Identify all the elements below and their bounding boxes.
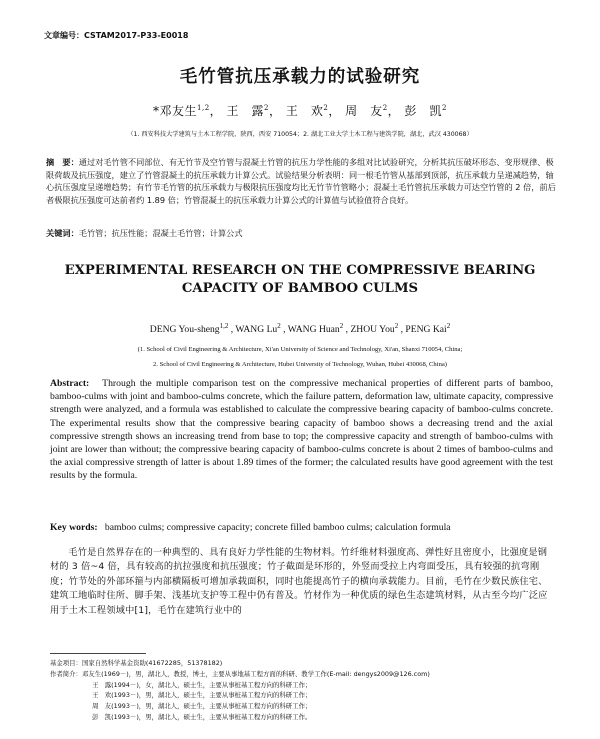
author-sep: ， <box>387 104 401 118</box>
author-sup: 2 <box>323 104 329 112</box>
chinese-affiliation: （1. 西安科技大学建筑与土木工程学院，陕西，西安 710054；2. 湖北工业大学土木工程与建筑学院，湖北，武汉 430068） <box>127 131 473 138</box>
chinese-keywords <box>46 228 558 239</box>
author-name: 王 欢 <box>285 104 324 118</box>
author-sep: , <box>228 324 236 336</box>
english-title-line-1: EXPERIMENTAL RESEARCH ON THE COMPRESSIVE BEARING <box>64 263 536 278</box>
author-name: 彭 凯 <box>404 104 443 118</box>
author-sep: ， <box>209 104 223 118</box>
author-sup: 2 <box>277 322 281 330</box>
author-sep: , <box>280 324 288 336</box>
author-sup: 2 <box>339 322 344 330</box>
chinese-keywords-text: 毛竹管；抗压性能；混凝土毛竹管；计算公式 <box>78 228 243 238</box>
english-affiliation-2: 2. School of Civil Engineering & Architecture, Hubei University of Technology, Wuhan, Hubei 430068, China) <box>153 361 447 368</box>
author-name: 王 露 <box>226 104 265 118</box>
english-affiliation-1: (1. School of Civil Engineering & Architecture, Xi'an University of Science and Technology, Xi'an, Shanxi 710054, China; <box>137 346 463 353</box>
footnotes <box>50 658 553 723</box>
english-authors <box>0 322 600 335</box>
author-sup: 2 <box>264 104 269 112</box>
author-name: ZHOU You <box>350 324 395 336</box>
author-sep: ， <box>269 104 282 118</box>
english-abstract-label: Abstract: <box>50 378 90 389</box>
author-name: WANG Lu <box>235 324 278 336</box>
author-sep: ， <box>328 104 341 118</box>
chinese-abstract-label: 摘 要： <box>46 157 79 167</box>
english-keywords-label: Key words: <box>50 522 98 533</box>
chinese-title: 毛竹管抗压承载力的试验研究 <box>179 67 421 87</box>
author-sup: 2 <box>442 104 447 112</box>
english-title <box>0 262 600 298</box>
chinese-authors <box>0 102 600 119</box>
author-sep: , <box>343 324 351 336</box>
article-number: 文章编号：CSTAM2017-P33-E0018 <box>44 31 189 40</box>
author-sup: 2 <box>394 322 399 330</box>
footnote-author-entry: 周 友(1993－)，男，湖北人，硕士生，主要从事桩基工程方向的科研工作； <box>92 702 312 711</box>
author-sup: 1,2 <box>219 322 229 330</box>
author-name: *邓友生 <box>153 104 198 118</box>
footnote-author-entry: 王 欢(1993－)，男，湖北人，硕士生，主要从事桩基工程方向的科研工作； <box>92 691 312 700</box>
author-sup: 2 <box>446 322 451 330</box>
footnote-author-main <box>50 669 553 680</box>
author-sup: 1,2 <box>197 104 210 112</box>
author-name: WANG Huan <box>287 324 340 336</box>
author-name: 周 友 <box>345 104 383 118</box>
footnote-author-entry: 邓友生(1969－)，男，湖北人，教授，博士，主要从事地基工程方面的科研、教学工作(E-mail: dengys2009@126.com) <box>81 669 430 678</box>
body-paragraph: 毛竹是自然界存在的一种典型的、具有良好力学性能的生物材料。竹纤维材料强度高、弹性好且密度小，比强度是钢材的 3 倍~4 倍，具有较高的抗拉强度和抗压强度；竹子截面是环形的，外竖而受拉上内弯面受压，具有较强的抗弯刚度；竹节处的外部环箍与内部横隔板可增加承载面积，同时也能提高竹子的横向承载能力。目前，毛竹在少数民族住宅、建筑工地临时住所、脚手架、浅基坑支护等工程中仍有普及。竹材作为一种优质的绿色生态建筑材料，从古至今均广泛应用于土木工程领域中[1]，毛竹在建筑行业中的 <box>50 547 548 616</box>
author-sep: , <box>398 324 406 336</box>
footnote-author-entry: 王 露(1994－)，女，湖北人，硕士生，主要从事桩基工程方向的科研工作； <box>92 680 312 689</box>
chinese-abstract <box>46 156 558 206</box>
author-name: PENG Kai <box>405 324 447 336</box>
author-name: DENG You-sheng <box>149 324 220 336</box>
english-title-line-2: CAPACITY OF BAMBOO CULMS <box>181 281 419 296</box>
english-keywords-text: bamboo culms; compressive capacity; concrete filled bamboo culms; calculation formula <box>104 522 451 533</box>
english-abstract <box>50 377 553 483</box>
footnote-fund: 基金项目：国家自然科学基金资助(41672285，51378182) <box>50 659 223 667</box>
footnote-author-label: 作者简介： <box>50 669 82 678</box>
author-sup: 2 <box>382 104 388 112</box>
chinese-keywords-label: 关键词： <box>46 228 79 238</box>
footnote-divider <box>50 653 146 654</box>
english-abstract-text: Through the multiple comparison test on the compressive mechanical properties of different parts of bamboo, bamboo-culms with joint and bamboo-culms concrete, which the failure pattern, deformation law, ultimate capacity, compressive strength were analyzed, and a formula was established to calculate the compressive bearing capacity of bamboo-culms concrete. The experimental results show that the compressive bearing capacity of bamboo shows a decreasing trend and the axial compressive strength shows an increasing trend from base to top; the compressive capacity and strength of bamboo-culms with joint are lower than without; the compressive bearing capacity of bamboo-culms concrete is about 2 times of bamboo-culms and the axial compressive strength of latter is about 1.89 times of the former; the calculated results have good agreement with the test results by the formula. <box>50 378 553 482</box>
english-keywords <box>50 522 553 533</box>
footnote-author-entry: 彭 凯(1993－)，男，湖北人，硕士生，主要从事桩基工程方向的科研工作。 <box>92 712 312 721</box>
chinese-abstract-text: 通过对毛竹管不同部位、有无竹节及空竹管与混凝土竹管的抗压力学性能的多组对比试验研究，分析其抗压破坏形态、变形规律、极限荷载及抗压强度，建立了竹管混凝土的抗压承载力计算公式。试验结果分析表明：同一根毛竹管从基部到顶部，抗压承载力呈递减趋势，轴心抗压强度呈递增趋势；有竹节毛竹管的抗压承载力与极限抗压强度均比无竹节竹管略小；混凝土毛竹管抗压承载力可达空竹管的 2 倍，前后者极限抗压强度可达前者约 1.89 倍；竹管混凝土的抗压承载力计算公式的计算值与试验值符合良好。 <box>46 157 556 205</box>
